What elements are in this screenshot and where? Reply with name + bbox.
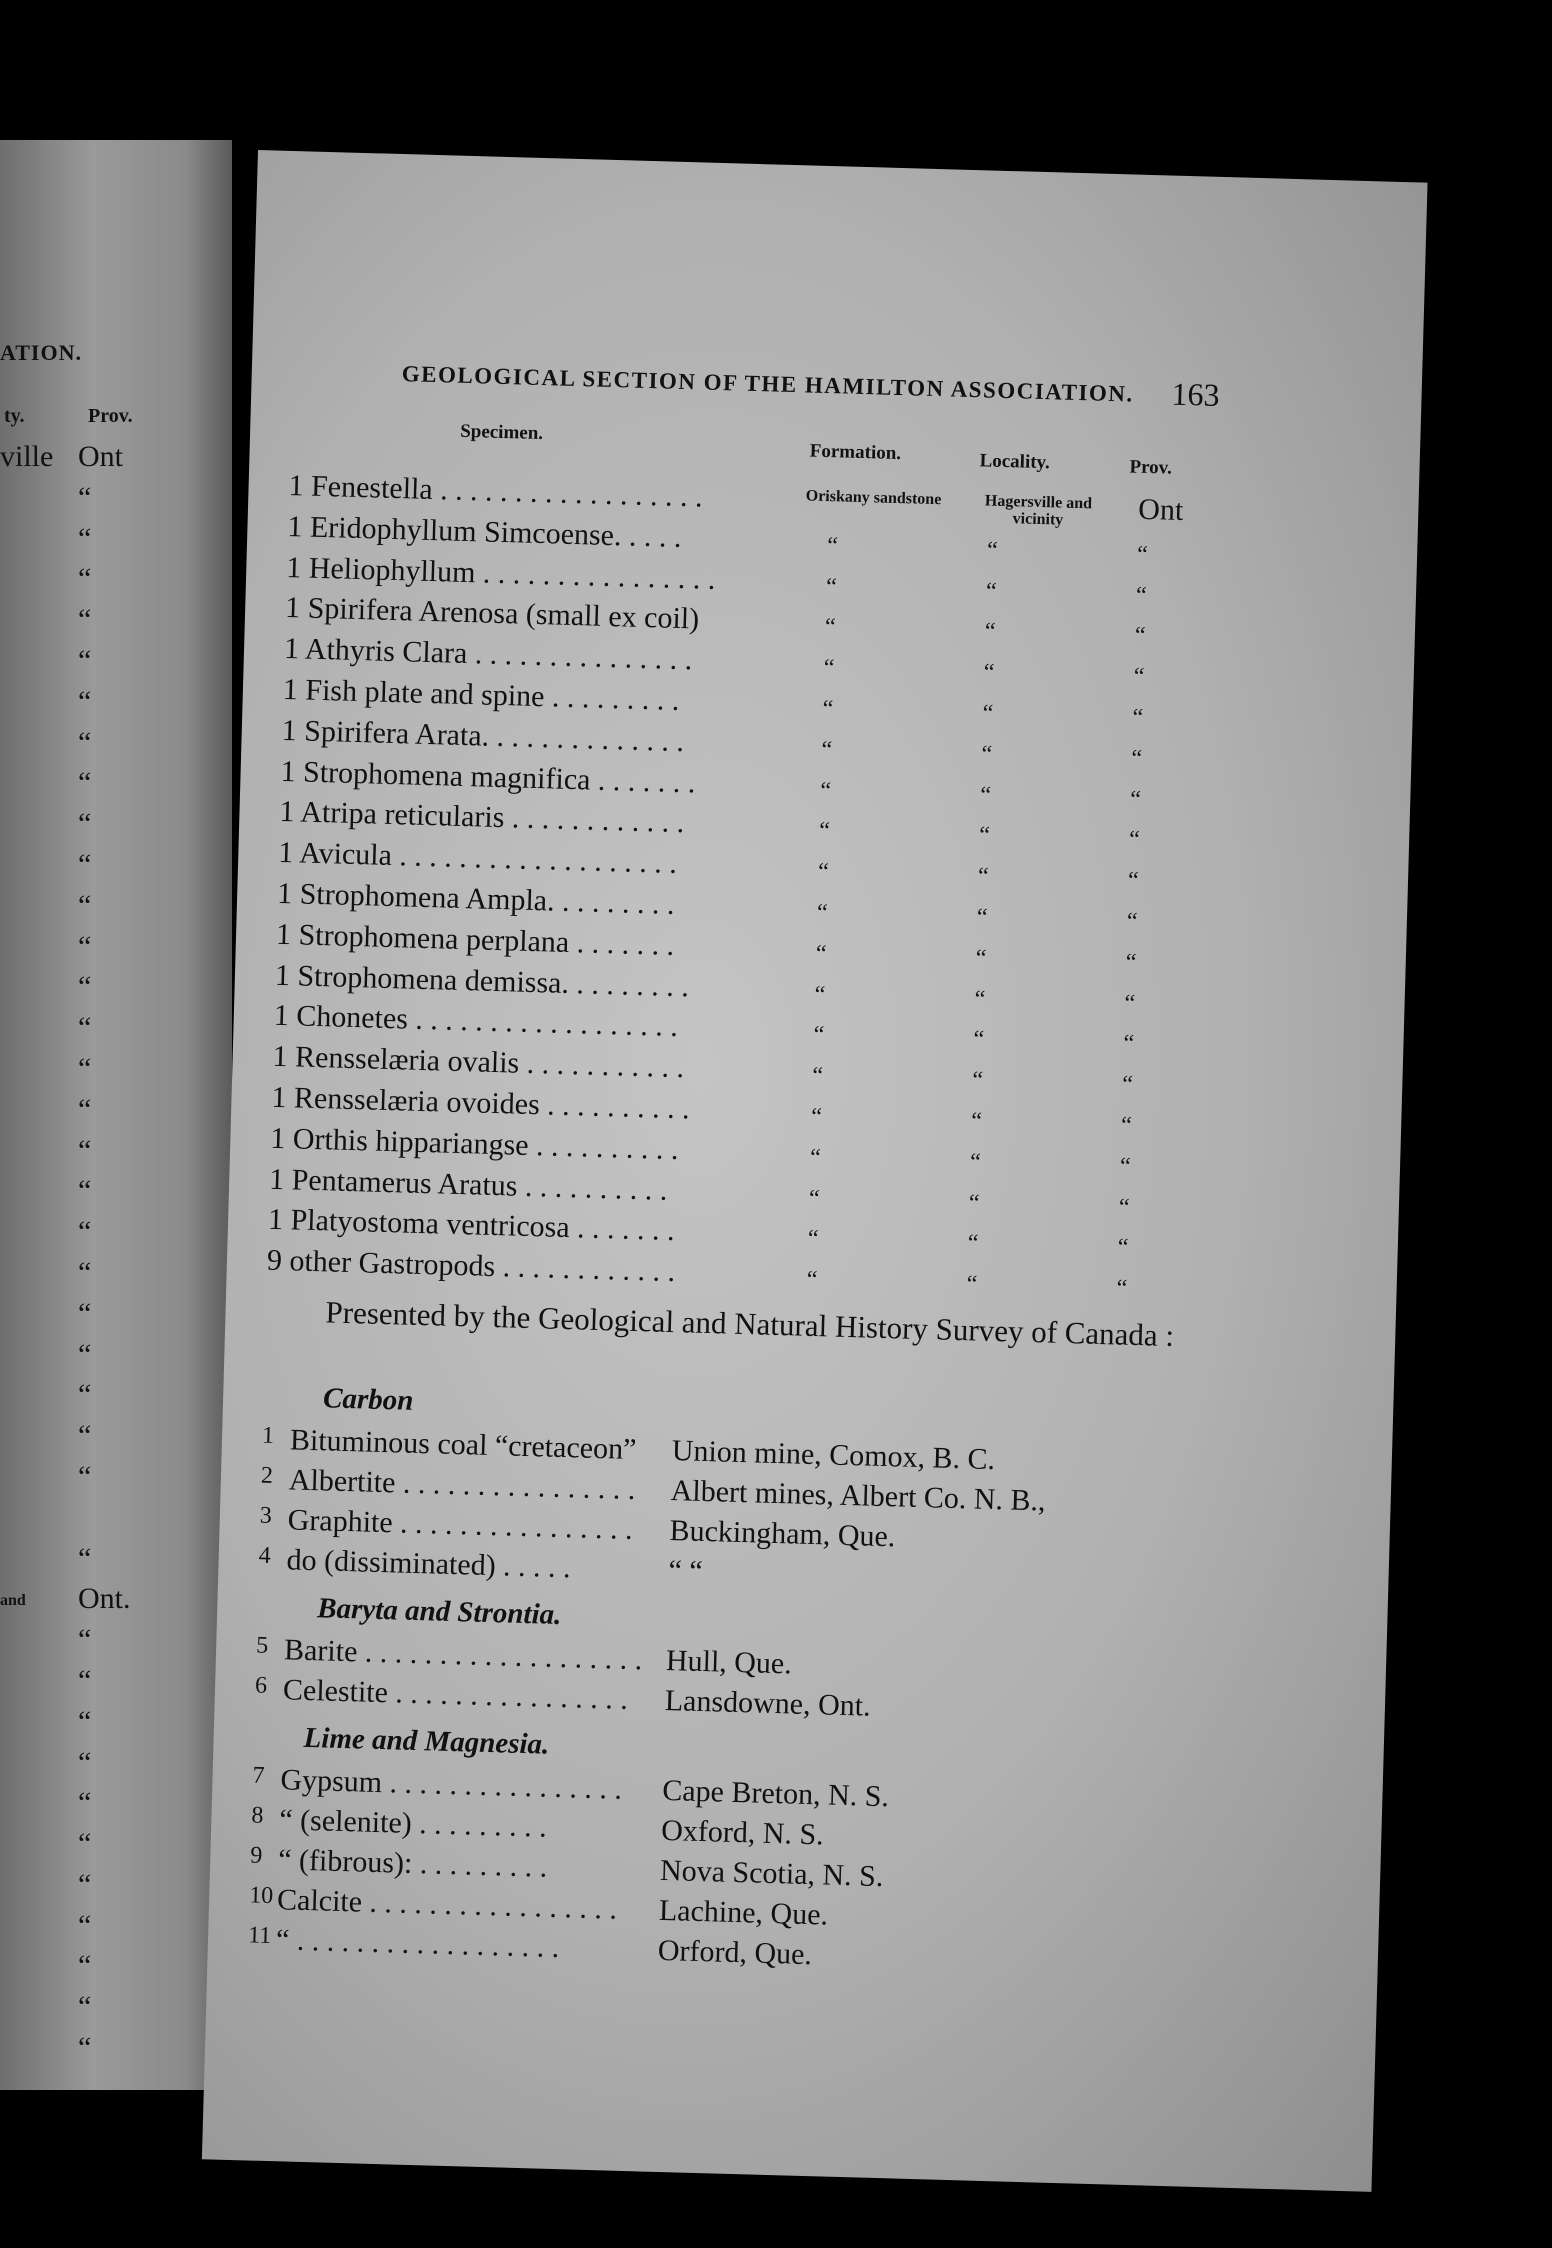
formation-cell: “	[823, 655, 835, 682]
mineral-locality: Cape Breton, N. S.	[661, 1773, 890, 1814]
left-page-prov-cell: “	[78, 1949, 92, 1983]
prov-cell: “	[1118, 1194, 1130, 1221]
specimen-name: 1 Athyris Clara . . . . . . . . . . . . . . .	[283, 632, 693, 677]
prov-cell: Ont	[1137, 492, 1184, 527]
left-page-row	[0, 1174, 232, 1215]
left-page-prov-cell: “	[78, 725, 92, 759]
left-page-row	[0, 1623, 232, 1664]
mineral-row	[247, 1922, 813, 1972]
prov-cell: “	[1132, 704, 1144, 731]
specimen-name: 1 Pentamerus Aratus . . . . . . . . . .	[268, 1162, 668, 1207]
left-page-prov-cell: “	[78, 807, 92, 841]
mineral-locality: Hull, Que.	[665, 1643, 793, 1681]
left-page-row	[0, 766, 232, 807]
left-page-prov-cell: “	[78, 1051, 92, 1085]
specimen-name: 1 Strophomena demissa. . . . . . . . .	[274, 958, 690, 1003]
left-page-locality-cell: ville	[0, 440, 54, 473]
specimen-name: 1 Chonetes . . . . . . . . . . . . . . . . . .	[273, 999, 679, 1044]
mineral-locality: Nova Scotia, N. S.	[659, 1853, 884, 1894]
section-heading: Baryta and Strontia.	[316, 1592, 562, 1632]
left-page-prov-cell: “	[78, 643, 92, 677]
formation-cell: “	[821, 736, 833, 764]
formation-cell: “	[819, 777, 832, 804]
specimen-name: 1 Spirifera Arata. . . . . . . . . . . . . .	[281, 713, 685, 758]
header-locality: Locality.	[979, 450, 1051, 474]
locality-cell: “	[983, 659, 995, 686]
locality-cell: “	[986, 537, 999, 564]
formation-cell: “	[824, 614, 836, 641]
formation-cell: Oriskany sandstone	[805, 487, 942, 509]
left-page-rows	[0, 440, 232, 2072]
formation-cell: “	[810, 1103, 823, 1131]
prov-cell: “	[1125, 949, 1137, 976]
mineral-row	[261, 1422, 996, 1477]
left-page-locality-cell: and	[0, 1592, 26, 1610]
left-page-row	[0, 970, 232, 1011]
item-number: 6	[254, 1672, 268, 1699]
left-page-prov-cell: “	[78, 1337, 92, 1371]
left-page-row	[0, 522, 232, 563]
mineral-row	[255, 1632, 793, 1681]
item-number: 4	[258, 1542, 272, 1569]
left-page-prov-cell: “	[78, 1541, 92, 1575]
left-page-row	[0, 1542, 232, 1583]
left-page-locality-header: ty.	[4, 405, 25, 427]
left-page-row	[0, 1297, 232, 1338]
specimen-name: 1 Fish plate and spine . . . . . . . . .	[282, 672, 680, 717]
mineral-locality: Lansdowne, Ont.	[664, 1683, 872, 1723]
left-page-prov-cell: “	[78, 1255, 92, 1289]
page-number: 163	[1171, 375, 1221, 413]
item-number: 10	[248, 1882, 274, 1910]
left-page-row	[0, 726, 232, 767]
mineral-row	[251, 1802, 825, 1852]
left-page-row	[0, 562, 232, 603]
mineral-row	[250, 1842, 884, 1894]
left-page-prov-cell: “	[78, 1296, 92, 1330]
locality-cell: “	[971, 1067, 984, 1094]
formation-cell: “	[818, 818, 831, 845]
presented-paragraph: Presented by the Geological and Natural History Survey of Canada :	[325, 1294, 1175, 1354]
item-number: 11	[247, 1922, 272, 1950]
formation-cell: “	[825, 573, 838, 600]
left-page-prov-cell: “	[78, 1215, 92, 1249]
specimen-name: 1 Spirifera Arenosa (small ex coil)	[284, 591, 700, 636]
left-page-row	[0, 1093, 232, 1134]
specimen-name: 1 Rensselæria ovoides . . . . . . . . . .	[271, 1080, 691, 1126]
prov-cell: “	[1135, 582, 1147, 609]
left-page-prov-header: Prov.	[88, 405, 133, 427]
left-page-prov-cell: “	[78, 1990, 92, 2024]
left-page-prov-cell: “	[78, 1704, 92, 1738]
left-page-prov-cell: “	[78, 847, 92, 881]
left-page-prov-cell: “	[78, 1663, 92, 1697]
locality-cell: “	[974, 985, 986, 1013]
left-page-prov-cell: “	[78, 684, 92, 718]
formation-cell: “	[816, 899, 828, 927]
left-page-prov-cell: “	[78, 1174, 92, 1208]
left-page-row	[0, 1011, 232, 1052]
specimen-name: 1 Heliophyllum . . . . . . . . . . . . . . . .	[285, 550, 716, 596]
left-page-row	[0, 440, 232, 481]
left-page-prov-cell: “	[78, 1827, 92, 1861]
left-page-prov-cell: “	[78, 929, 92, 963]
prov-cell: “	[1130, 745, 1143, 772]
left-page-row	[0, 1134, 232, 1175]
item-number: 5	[255, 1632, 269, 1659]
locality-cell: “	[970, 1108, 983, 1135]
formation-cell: “	[822, 695, 834, 723]
item-number: 7	[252, 1762, 265, 1789]
left-page-row	[0, 807, 232, 848]
left-page-prov-cell: “	[78, 1867, 92, 1901]
left-page-row	[0, 1582, 232, 1623]
locality-cell: “	[967, 1230, 979, 1257]
left-page-row	[0, 1990, 232, 2031]
mineral-row	[248, 1882, 829, 1932]
specimen-name: 1 Fenestella . . . . . . . . . . . . . . . . . .	[288, 468, 704, 514]
locality-cell: “	[969, 1149, 982, 1176]
locality-cell: “	[982, 700, 994, 727]
left-page-row	[0, 1827, 232, 1868]
locality-cell: “	[977, 863, 990, 890]
mineral-name: “ (fibrous): . . . . . . . . .	[277, 1843, 548, 1884]
formation-cell: “	[807, 1226, 819, 1253]
mineral-locality: Orford, Que.	[657, 1933, 813, 1972]
mineral-locality: Union mine, Comox, B. C.	[671, 1434, 996, 1477]
left-page-prov-cell: “	[78, 562, 92, 596]
prov-cell: “	[1128, 826, 1141, 854]
left-page-prov-cell: “	[78, 1459, 92, 1493]
prov-cell: “	[1127, 867, 1139, 895]
mineral-name: Barite . . . . . . . . . . . . . . . . . . .	[283, 1633, 643, 1677]
left-page-prov-cell: “	[78, 1419, 92, 1453]
left-page-row	[0, 1705, 232, 1746]
header-formation: Formation.	[809, 440, 902, 465]
prov-cell: “	[1120, 1112, 1133, 1139]
mineral-name: “ (selenite) . . . . . . . . .	[278, 1803, 548, 1844]
left-page-row	[0, 1052, 232, 1093]
specimen-name: 1 Atripa reticularis . . . . . . . . . . . .	[279, 795, 685, 840]
left-page-prov-cell: “	[78, 1908, 92, 1942]
left-page-prov-cell: “	[78, 1378, 92, 1412]
header-prov: Prov.	[1129, 456, 1173, 479]
prov-cell: “	[1126, 908, 1138, 935]
left-page-row	[0, 1460, 232, 1501]
header-specimen: Specimen.	[459, 420, 544, 445]
formation-cell: “	[806, 1266, 818, 1294]
left-page-row	[0, 1256, 232, 1297]
locality-cell: “	[973, 1026, 985, 1054]
mineral-locality: Albert mines, Albert Co. N. B.,	[670, 1474, 1047, 1518]
section-heading: Lime and Magnesia.	[303, 1721, 550, 1761]
locality-cell: “	[978, 822, 991, 850]
mineral-row	[252, 1762, 890, 1814]
specimen-name: 1 Avicula . . . . . . . . . . . . . . . . . . .	[277, 836, 678, 881]
item-number: 2	[260, 1462, 274, 1489]
mineral-name: Calcite . . . . . . . . . . . . . . . . .	[276, 1883, 618, 1926]
left-page-row	[0, 889, 232, 930]
prov-cell: “	[1129, 786, 1142, 813]
left-page-row	[0, 685, 232, 726]
specimen-name: 1 Strophomena Ampla. . . . . . . . .	[276, 876, 676, 921]
running-head: GEOLOGICAL SECTION OF THE HAMILTON ASSOCIATION.	[401, 361, 1135, 407]
left-page-prov-cell: “	[78, 888, 92, 922]
specimen-name: 1 Platyostoma ventricosa . . . . . . .	[267, 1203, 676, 1248]
specimen-name: 1 Eridophyllum Simcoense. . . . .	[287, 509, 682, 554]
locality-cell: “	[984, 618, 996, 646]
mineral-row	[260, 1462, 1047, 1518]
mineral-locality: Lachine, Que.	[658, 1893, 829, 1932]
left-page-prov-cell: “	[78, 1745, 92, 1779]
left-page-row	[0, 1746, 232, 1787]
formation-cell: “	[814, 981, 826, 1008]
formation-cell: “	[817, 859, 830, 886]
mineral-locality: “ “	[668, 1554, 704, 1588]
item-number: 9	[250, 1842, 263, 1869]
left-page-heading: ATION.	[0, 340, 82, 365]
left-page-prov-cell: “	[78, 603, 92, 637]
left-page-row	[0, 1501, 232, 1542]
formation-cell: “	[808, 1185, 820, 1212]
left-page-prov-cell: “	[78, 1133, 92, 1167]
left-page-row	[0, 644, 232, 685]
specimen-name: 1 Strophomena magnifica . . . . . . .	[280, 754, 696, 800]
left-page-row	[0, 1664, 232, 1705]
left-page-prov-cell: Ont.	[78, 1582, 131, 1616]
item-number: 8	[251, 1802, 264, 1829]
mineral-name: Albertite . . . . . . . . . . . . . . . .	[288, 1463, 636, 1507]
locality-cell: “	[981, 741, 993, 768]
locality-cell: “	[976, 904, 988, 931]
locality-cell: “	[985, 578, 997, 605]
left-page-prov-cell: “	[78, 521, 92, 555]
left-page-row	[0, 1215, 232, 1256]
prov-cell: “	[1133, 663, 1145, 691]
mineral-name: do (dissiminated) . . . . .	[286, 1543, 572, 1585]
mineral-name: Bituminous coal “cretaceon”	[289, 1423, 637, 1467]
left-page-row	[0, 2031, 232, 2072]
locality-cell: “	[968, 1189, 980, 1217]
left-page-row	[0, 1786, 232, 1827]
mineral-name: Celestite . . . . . . . . . . . . . . . .	[282, 1673, 629, 1716]
formation-cell: “	[811, 1063, 824, 1090]
locality-cell: “	[966, 1271, 978, 1298]
left-page-prov-cell: “	[78, 1011, 92, 1045]
left-page-row	[0, 1949, 232, 1990]
prov-cell: “	[1123, 1030, 1135, 1058]
left-page-prov-cell: “	[78, 480, 92, 514]
left-page-prov-cell: “	[78, 766, 92, 800]
main-page	[202, 150, 1428, 2192]
left-page-row	[0, 1868, 232, 1909]
formation-cell: “	[813, 1022, 825, 1049]
locality-cell: Hagersville and vicinity	[984, 492, 1093, 529]
left-page-row	[0, 1909, 232, 1950]
formation-cell: “	[826, 532, 839, 560]
locality-cell: “	[979, 782, 992, 809]
prov-cell: “	[1119, 1153, 1131, 1180]
left-page-prov-cell: “	[78, 970, 92, 1004]
left-page-prov-cell: Ont	[78, 440, 123, 473]
specimen-name: 1 Rensselæria ovalis . . . . . . . . . . .	[272, 1039, 685, 1085]
left-page-row	[0, 1338, 232, 1379]
left-page-row	[0, 1419, 232, 1460]
formation-cell: “	[815, 940, 827, 967]
prov-cell: “	[1121, 1071, 1134, 1098]
locality-cell: “	[975, 945, 987, 972]
left-page-fragment	[0, 140, 232, 2090]
left-page-row	[0, 481, 232, 522]
specimen-name: 1 Strophomena perplana . . . . . . .	[275, 917, 675, 962]
mineral-name: Gypsum . . . . . . . . . . . . . . . .	[280, 1763, 623, 1806]
prov-cell: “	[1136, 541, 1149, 568]
formation-cell: “	[809, 1144, 822, 1171]
left-page-prov-cell: “	[78, 2031, 92, 2065]
mineral-row	[258, 1542, 704, 1588]
prov-cell: “	[1117, 1234, 1129, 1262]
item-number: 3	[259, 1502, 273, 1529]
left-page-row	[0, 848, 232, 889]
mineral-name: “ . . . . . . . . . . . . . . . . . .	[275, 1923, 560, 1965]
section-heading: Carbon	[322, 1382, 414, 1417]
mineral-row	[254, 1672, 872, 1723]
left-page-row	[0, 603, 232, 644]
left-page-prov-cell: “	[78, 1623, 92, 1657]
mineral-locality: Oxford, N. S.	[660, 1813, 825, 1852]
prov-cell: “	[1116, 1275, 1128, 1302]
mineral-row	[259, 1502, 896, 1554]
left-page-prov-cell: “	[78, 1092, 92, 1126]
mineral-name: Graphite . . . . . . . . . . . . . . . .	[287, 1503, 634, 1546]
left-page-prov-cell: “	[78, 1786, 92, 1820]
specimen-name: 9 other Gastropods . . . . . . . . . . . .	[266, 1243, 676, 1289]
mineral-locality: Buckingham, Que.	[669, 1514, 896, 1554]
left-page-row	[0, 930, 232, 971]
left-page-row	[0, 1378, 232, 1419]
prov-cell: “	[1134, 623, 1146, 650]
item-number: 1	[261, 1422, 275, 1449]
prov-cell: “	[1124, 990, 1136, 1017]
specimen-name: 1 Orthis hippariangse . . . . . . . . . .	[269, 1121, 680, 1166]
